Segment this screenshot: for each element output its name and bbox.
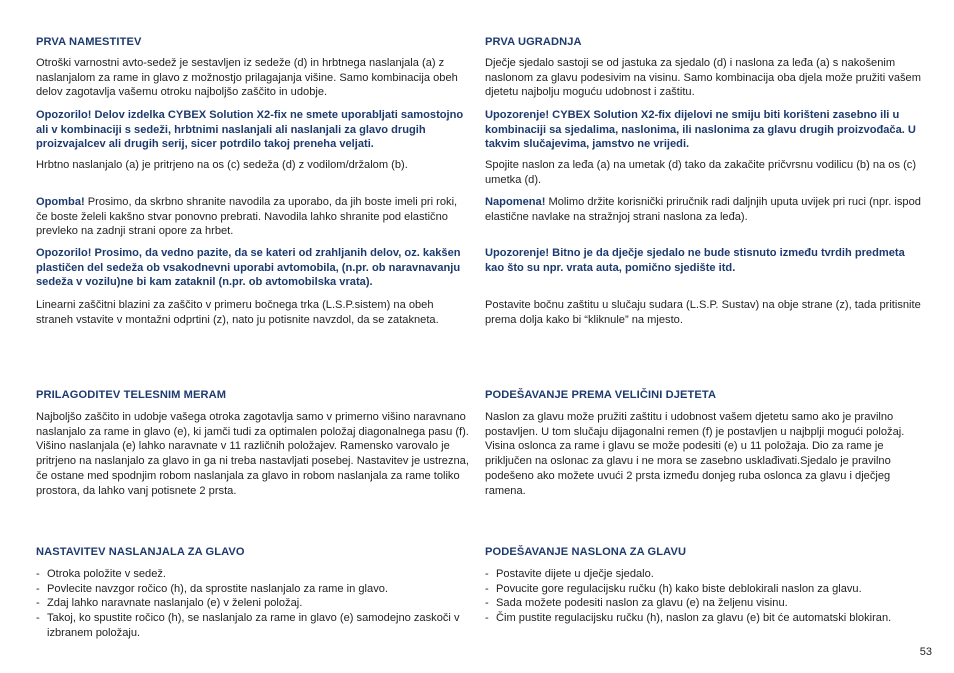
note-text: Prosimo, da skrbno shranite navodila za uporabo, da jih boste imeli pri roki, če boste želeli kakšno stvar ponovno prebrati. Navodila lahko shranite pod elastično prevleko na zadnji strani opore za hrbet.: [36, 196, 458, 238]
paragraph-child-size: Naslon za glavu može pružiti zaštitu i udobnost vašem djetetu samo ako je pravilno postavljen. U tom slučaju dijagonalni remen (f) je postavljen u najbplji mogući položaj. Visina oslonca za rame i glavu se može podesiti (e) u 11 položaja. Dio za rame je priključen na oslonac za glavu i ne mora se zasebno usklađivati.Sjedalo je pravilno podešeno ako možete uvući 2 prsta između donjeg ruba oslonca za glavu i dječjeg ramena.: [485, 411, 905, 497]
paragraph-body-size: Najboljšo zaščito in udobje vašega otroka zagotavlja samo v primerno višino naravnano naslanjalo za rame in glavo (e), ki jamči tudi za optimalen položaj diagonalnega pasu (f). Višino naslanjala (e) lahko naravnate v 11 različnih položajev. Ramensko varovalo je pritrjeno na naslanjalo za glavo in ga ni treba nastavljati posebej. Nastavitev je ustrezna, če ostane med spodnjim robom naslanjala za glavo in robom naslanjala za rame toliko prostora, da lahko vanj potisnete 2 prsta.: [36, 411, 469, 497]
note-label: Opomba!: [36, 196, 85, 208]
section-heading-first-installation-hr: PRVA UGRADNJA: [485, 36, 582, 48]
warning-paragraph: Upozorenje! CYBEX Solution X2-fix dijelovi ne smiju biti korišteni zasebno ili u kombinaciji sa sjedalima, naslonima, ili naslonima za glavu drugih proizvođača. U takvim slučajevima, jamstvo ne vrijedi.: [485, 109, 916, 151]
warning-paragraph-2: Opozorilo! Prosimo, da vedno pazite, da se kateri od zrahljanih delov, oz. kakšen plastičen del sedeža ob vsakodnevni uporabi avtomobila, (n.pr. ob naravnavanju sedeža v vozilu)ne bi kam zataknil (n.pr. ob avtomobilska vrata).: [36, 247, 461, 289]
paragraph-backrest: Spojite naslon za leđa (a) na umetak (d) tako da zakačite pričvrsnu vodilicu (b) na os (c) umetka (d).: [485, 159, 917, 186]
section-heading-headrest: PODEŠAVANJE NASLONA ZA GLAVU: [485, 546, 687, 558]
section-heading-child-size: PODEŠAVANJE PREMA VELIČINI DJETETA: [485, 389, 717, 401]
paragraph-lsp: Linearni zaščitni blazini za zaščito v primeru bočnega trka (L.S.P.sistem) na obeh straneh vstavite v montažni odprtini (z), nato ju potisnite navzdol, da se zatakneta.: [36, 299, 439, 326]
paragraph-backrest: Hrbtno naslanjalo (a) je pritrjeno na os (c) sedeža (d) z vodilom/držalom (b).: [36, 159, 408, 171]
list-item: - Čim pustite regulacijsku ručku (h), naslon za glavu (e) bit će automatski blokiran.: [485, 611, 921, 626]
paragraph-intro: Dječje sjedalo sastoji se od jastuka za sjedalo (d) i naslona za leđa (a) s nakošenim naslonom za glavu podesivim na visinu. Samo kombinacija oba djela može pružiti vašem djetetu najbolju moguću udobnost i zaštitu.: [485, 57, 921, 99]
section-heading-body-size: PRILAGODITEV TELESNIM MERAM: [36, 389, 227, 401]
list-item: - Zdaj lahko naravnate naslanjalo (e) v želeni položaj.: [36, 596, 470, 611]
list-item: - Postavite dijete u dječje sjedalo.: [485, 567, 921, 582]
section-first-installation-sl: [36, 35, 470, 49]
warning-paragraph-2: Upozorenje! Bitno je da dječje sjedalo ne bude stisnuto između tvrdih predmeta kao što su npr. vrata auta, pomično sjedište itd.: [485, 247, 905, 274]
note-paragraph: [485, 195, 921, 224]
paragraph-lsp: Postavite bočnu zaštitu u slučaju sudara (L.S.P. Sustav) na obje strane (z), tada pritisnite prema dolja kako bi “kliknule” na mjesto.: [485, 299, 921, 326]
note-paragraph: [36, 195, 470, 239]
note-label: Napomena!: [485, 196, 546, 208]
list-item: - Povucite gore regulacijsku ručku (h) kako biste deblokirali naslon za glavu.: [485, 582, 921, 597]
warning-paragraph: Opozorilo! Delov izdelka CYBEX Solution X2-fix ne smete uporabljati samostojno ali v kombinaciji s sedeži, hrbtnimi naslanjali ali naslanjali za glavo drugih proizvajalcev ali drugih serij, sicer potrdilo takoj preneha veljati.: [36, 109, 464, 151]
list-item: - Takoj, ko spustite ročico (h), se naslanjalo za rame in glavo (e) samodejno zaskoči v izbranem položaju.: [36, 611, 470, 640]
list-item: - Otroka položite v sedež.: [36, 567, 470, 582]
paragraph-intro: Otroški varnostni avto-sedež je sestavljen iz sedeže (d) in hrbtnega naslanjala (a) z naslanjalom za rame in glavo z možnostjo prilagajanja višine. Samo kombinacija obeh delov zagotavlja vašemu otroku najboljšo zaščito in udobje.: [36, 57, 458, 99]
note-text: Molimo držite korisnički priručnik radi daljnjih uputa uvijek pri ruci (npr. ispod elastične navlake na stražnjoj strani naslona za leđa).: [485, 196, 921, 223]
list-item: - Povlecite navzgor ročico (h), da sprostite naslanjalo za rame in glavo.: [36, 582, 470, 597]
list-item: - Sada možete podesiti naslon za glavu (e) na željenu visinu.: [485, 596, 921, 611]
headrest-steps-list: [485, 567, 921, 626]
section-heading: PRVA NAMESTITEV: [36, 36, 142, 48]
headrest-steps-list: [36, 567, 470, 641]
page-number: 53: [919, 646, 932, 658]
section-heading-headrest: NASTAVITEV NASLANJALA ZA GLAVO: [36, 546, 245, 558]
